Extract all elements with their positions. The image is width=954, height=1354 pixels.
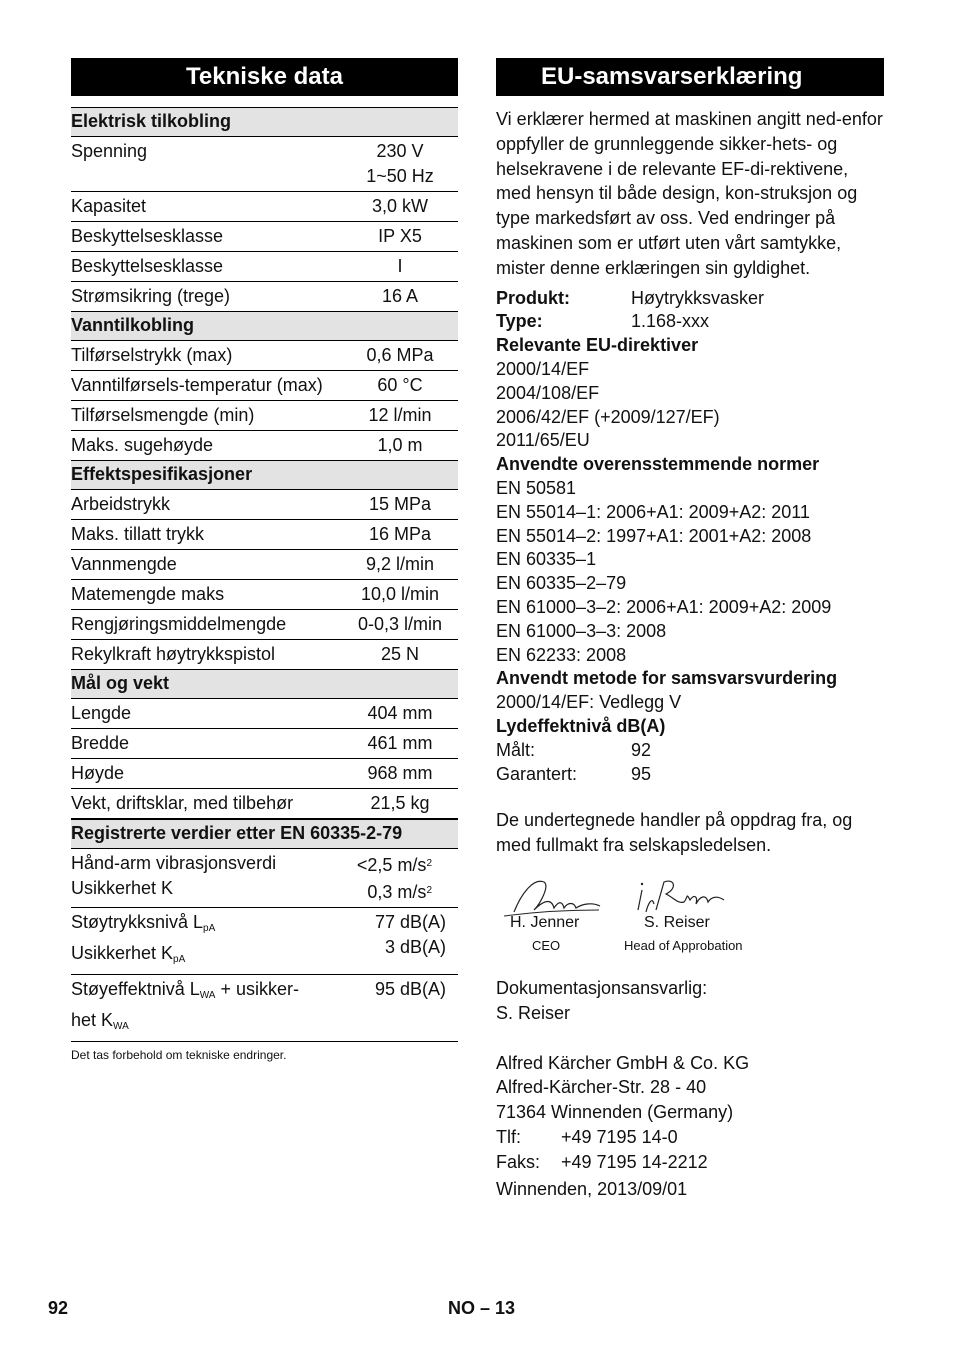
norms-title: Anvendte overensstemmende normer: [496, 454, 820, 475]
list-item: EN 62233: 2008: [496, 644, 627, 665]
table-row: [71, 282, 458, 312]
directives-list: [496, 358, 884, 453]
table-row: [71, 137, 458, 192]
row-label: Lengde: [71, 703, 132, 723]
signature-block: [496, 868, 884, 976]
sound-title: Lydeffektnivå dB(A): [496, 715, 666, 736]
method-title: Anvendt metode for samsvarsvurdering: [496, 668, 838, 689]
row-value: 21,5 kg: [370, 793, 430, 813]
company-street: Alfred-Kärcher-Str. 28 - 40: [496, 1077, 707, 1098]
place-date: Winnenden, 2013/09/01: [496, 1179, 688, 1200]
row-value: 9,2 l/min: [365, 554, 435, 574]
fax-line: Faks: +49 7195 14-2212: [496, 1151, 708, 1172]
product-line: Produkt: Høytrykksvasker: [496, 287, 765, 308]
row-label: Rengjøringsmiddelmengde: [71, 614, 287, 634]
registered-values-header: Registrerte verdier etter EN 60335-2-79: [71, 819, 458, 849]
measured-line: Målt: 92: [496, 739, 652, 760]
row-value: 1,0 m: [377, 435, 423, 455]
page-number: 92: [48, 1298, 69, 1318]
row-label: Tilførselstrykk (max): [71, 345, 233, 365]
company-city: 71364 Winnenden (Germany): [496, 1102, 734, 1123]
row-value: 12 l/min: [368, 405, 432, 425]
signer2-role: Head of Approbation: [624, 937, 743, 953]
row-label: Rekylkraft høytrykkspistol: [71, 644, 276, 664]
row-value: 0,6 MPa: [366, 345, 434, 365]
row-value: 15 MPa: [368, 494, 432, 514]
guaranteed-line: Garantert: 95: [496, 763, 652, 784]
row-value: I: [397, 256, 403, 276]
row-value: 25 N: [380, 644, 420, 664]
table-row: [71, 222, 458, 252]
list-item: EN 55014–1: 2006+A1: 2009+A2: 2011: [496, 501, 810, 522]
table-row: [71, 759, 458, 789]
row-label: Høyde: [71, 763, 125, 783]
row-label: Matemengde maks: [71, 584, 225, 604]
row-label: Beskyttelsesklasse: [71, 226, 224, 246]
table-row: [71, 610, 458, 640]
table-row-vibration: Hånd-arm vibrasjonsverdi Usikkerhet K <2,5 $m/s^2$ 0,3 $m/s^2$: [71, 849, 458, 908]
table-row: [71, 252, 458, 282]
row-label: Kapasitet: [71, 196, 147, 216]
tech-data-heading: Tekniske data: [71, 58, 458, 96]
row-value: 230 V 1~50 Hz: [366, 141, 434, 186]
row-value: 968 mm: [367, 763, 433, 783]
table-row: [71, 192, 458, 222]
table-row: [71, 490, 458, 520]
table-row-noise-pressure: Støytrykksnivå $L_{pA}$ Usikkerhet $K_{pA}$ 77 dB(A) 3 dB(A): [71, 908, 458, 975]
table-row: [71, 789, 458, 819]
list-item: EN 60335–2–79: [496, 573, 627, 594]
table-row: [71, 341, 458, 371]
tech-data-table: [71, 107, 458, 819]
section-header: Vanntilkobling: [71, 312, 458, 341]
declaration-heading: EU-samsvarserklæring: [496, 58, 884, 96]
list-item: EN 61000–3–2: 2006+A1: 2009+A2: 2009: [496, 596, 832, 617]
section-page: NO – 13: [448, 1298, 516, 1318]
row-value: IP X5: [378, 226, 422, 246]
signers-text: De undertegnede handler på oppdrag fra, og med fullmakt fra selskapsledelsen.: [496, 810, 853, 856]
signer1-name: H. Jenner: [510, 913, 580, 931]
row-label: Tilførselsmengde (min): [71, 405, 255, 425]
directives-title: Relevante EU-direktiver: [496, 335, 699, 356]
phone-line: Tlf: +49 7195 14-0: [496, 1126, 678, 1147]
footnote: Det tas forbehold om tekniske endringer.: [71, 1048, 287, 1062]
declaration-intro: Vi erklærer hermed at maskinen angitt ned-enfor oppfyller de grunnleggende sikker-hets- og helsekravene i de relevante EF-di-rektivene, med hensyn til både design, kon-struksjon og type markedsført av oss. Ved endringer på maskinen som er utført uten vårt samtykke, mister denne erklæringen sin gyldighet.: [496, 109, 883, 278]
row-label: Bredde: [71, 733, 130, 753]
section-header: Elektrisk tilkobling: [71, 108, 458, 137]
norms-list: [496, 477, 884, 667]
table-row: [71, 371, 458, 401]
row-value: 404 mm: [367, 703, 433, 723]
table-row: [71, 699, 458, 729]
table-row: [71, 580, 458, 610]
section-header: Mål og vekt: [71, 670, 458, 699]
row-value: 10,0 l/min: [360, 584, 440, 604]
row-value: 461 mm: [367, 733, 433, 753]
row-value: 3,0 kW: [371, 196, 428, 216]
list-item: 2004/108/EF: [496, 382, 600, 403]
row-label: Spenning: [71, 141, 148, 161]
list-item: 2011/65/EU: [496, 430, 590, 451]
table-row-noise-power: Støyeffektnivå $L_{WA}$ + usikker-het $K_{WA}$ 95 dB(A): [71, 975, 458, 1042]
row-value: 16 A: [381, 286, 419, 306]
row-label: Maks. tillatt trykk: [71, 524, 205, 544]
row-value: 0-0,3 l/min: [357, 614, 443, 634]
list-item: EN 55014–2: 1997+A1: 2001+A2: 2008: [496, 525, 812, 546]
tech-data-column: [71, 58, 458, 1062]
list-item: 2000/14/EF: [496, 358, 590, 379]
row-label: Vekt, driftsklar, med tilbehør: [71, 793, 294, 813]
row-value: 60 °C: [377, 375, 423, 395]
table-row: [71, 520, 458, 550]
table-row: [71, 550, 458, 580]
row-label: Vannmengde: [71, 554, 177, 574]
declaration-column: [496, 58, 884, 1202]
row-label: Arbeidstrykk: [71, 494, 171, 514]
table-row: [71, 729, 458, 759]
table-row: [71, 431, 458, 461]
row-label: Strømsikring (trege): [71, 286, 231, 306]
signature-reiser: [634, 874, 734, 918]
row-label: Beskyttelsesklasse: [71, 256, 224, 276]
list-item: EN 50581: [496, 477, 577, 498]
row-label: Maks. sugehøyde: [71, 435, 214, 455]
list-item: EN 60335–1: [496, 549, 597, 570]
type-line: Type: 1.168-xxx: [496, 311, 710, 332]
row-label: Vanntilførsels-temperatur (max): [71, 375, 323, 395]
signer1-role: CEO: [532, 937, 561, 953]
method-value: 2000/14/EF: Vedlegg V: [496, 692, 682, 713]
table-row: [71, 640, 458, 670]
section-header: Effektspesifikasjoner: [71, 461, 458, 490]
signer2-name: S. Reiser: [644, 913, 710, 931]
list-item: EN 61000–3–3: 2008: [496, 620, 667, 641]
doc-responsible-name: S. Reiser: [496, 1002, 571, 1023]
company-name: Alfred Kärcher GmbH & Co. KG: [496, 1052, 750, 1073]
doc-responsible-label: Dokumentasjonsansvarlig:: [496, 977, 708, 998]
list-item: 2006/42/EF (+2009/127/EF): [496, 406, 720, 427]
table-row: [71, 401, 458, 431]
row-value: 16 MPa: [368, 524, 432, 544]
